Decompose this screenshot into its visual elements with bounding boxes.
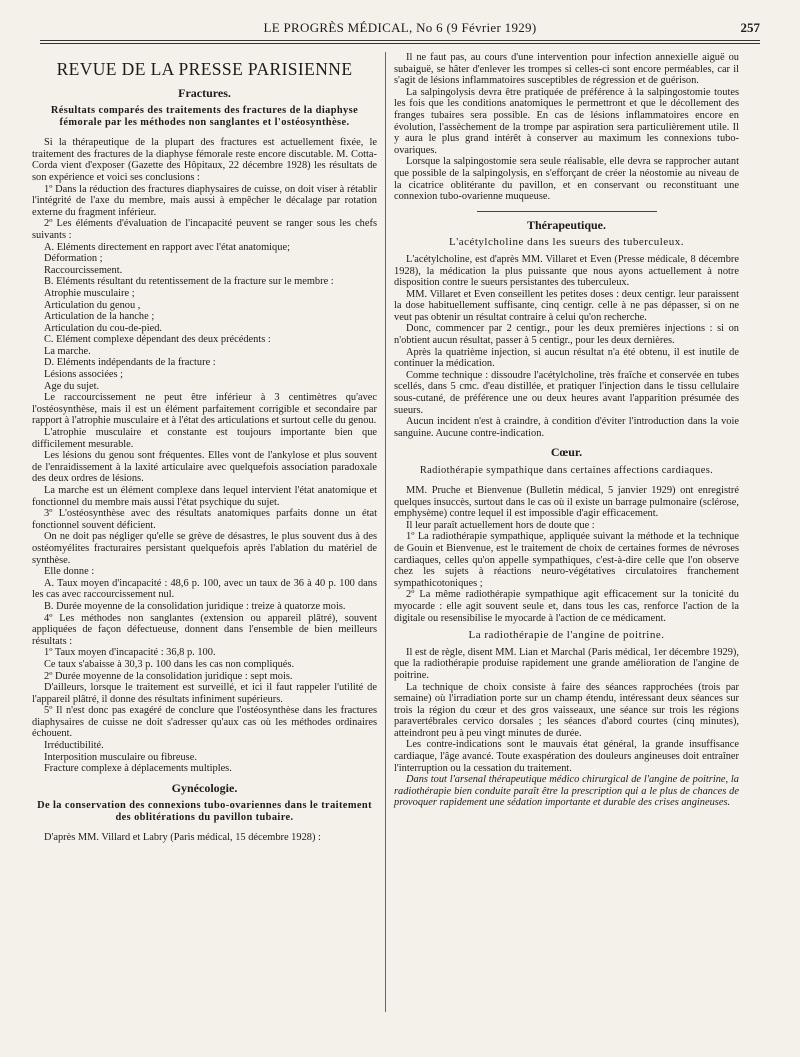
- paragraph: D'après MM. Villard et Labry (Paris médical, 15 décembre 1928) :: [44, 832, 321, 844]
- list-item: Articulation de la hanche ;: [44, 311, 155, 323]
- paragraph: Il ne faut pas, au cours d'une intervention pour infection annexielle aiguë ou subaiguë, se hâter d'enlever les trompes si celles-ci sont encore perméables, car il s'agit de lésions inflammatoires susceptibles de régression et de guérison.: [394, 52, 739, 87]
- paragraph: MM. Pruche et Bienvenue (Bulletin médical, 5 janvier 1929) ont enregistré quelques insuccès, surtout dans le cas où il existe un barrage pulmonaire (sclérose, emphysème) contre lequel il est impossible d'agir efficacement.: [394, 485, 739, 520]
- paragraph: D'ailleurs, lorsque le traitement est surveillé, et ici il faut rappeler l'utilité de l'appareil plâtré, il donne des résultats infiniment supérieurs.: [32, 682, 377, 705]
- column-separator: [385, 52, 386, 1012]
- paragraph: 4º Les méthodes non sanglantes (extension ou appareil plâtré), souvent appliquées de façon défectueuse, donnent dans l'ensemble de bien meilleurs résultats :: [32, 612, 377, 647]
- subheading-gynecologie: De la conservation des connexions tubo-ovariennes dans le traitement des oblitérations du pavillon tubaire.: [37, 800, 372, 824]
- heading-fractures: Fractures.: [178, 85, 231, 100]
- section-title: REVUE DE LA PRESSE PARISIENNE: [56, 59, 353, 79]
- subheading-angine: La radiothérapie de l'angine de poitrine.: [468, 629, 665, 642]
- list-item: Interposition musculaire ou fibreuse.: [44, 751, 197, 763]
- list-item: Déformation ;: [44, 253, 103, 265]
- paragraph: Lorsque la salpingostomie sera seule réalisable, elle devra se rapprocher autant que possible de la salpingolysis, en s'efforçant de créer la néostomie au niveau de la cicatrice oblitérante du pavillon, et en conservant ou reconstituant une connexion tubo-ovarienne muqueuse.: [394, 156, 739, 203]
- list-item: Lésions associées ;: [44, 369, 124, 381]
- paragraph: Le raccourcissement ne peut être inférieur à 3 centimètres qu'avec l'ostéosynthèse, mais il est un élément parfaitement corrigible et secondaire par rapport à l'atrophie musculaire et à l'état des articulations et surtout celle du genou.: [32, 392, 377, 427]
- paragraph: 5º Il n'est donc pas exagéré de conclure que l'ostéosynthèse dans les fractures diaphysaires de cuisse ne doit s'adresser qu'aux cas où les méthodes ordinaires échouent.: [32, 705, 377, 740]
- list-item: D. Eléments indépendants de la fracture :: [44, 357, 216, 369]
- list-item: La marche.: [44, 345, 91, 357]
- heading-coeur: Cœur.: [550, 445, 583, 460]
- paragraph: 2º Les éléments d'évaluation de l'incapacité peuvent se ranger sous les chefs suivants :: [32, 218, 377, 241]
- list-item: Irréductibilité.: [44, 740, 104, 752]
- paragraph: Dans tout l'arsenal thérapeutique médico chirurgical de l'angine de poitrine, la radiothérapie bien conduite paraît être la prescription qui a le plus de chances de provoquer rapidement une sédation importante et durable des crises angineuses.: [394, 774, 739, 809]
- paragraph: Les lésions du genou sont fréquentes. Elles vont de l'ankylose et plus souvent de l'enraidissement à la laxité articulaire avec quelquefois association paradoxale des deux ordres de lésions.: [32, 450, 377, 485]
- paragraph: Il leur paraît actuellement hors de doute que :: [406, 519, 595, 531]
- paragraph: 2º Durée moyenne de la consolidation juridique : sept mois.: [44, 670, 293, 682]
- journal-title: LE PROGRÈS MÉDICAL, No 6 (9 Février 1929): [263, 20, 537, 35]
- list-item: Age du sujet.: [44, 380, 100, 392]
- paragraph: Il est de règle, disent MM. Lian et Marchal (Paris médical, 1er décembre 1929), que la radiothérapie produise rapidement une grande amélioration de l'angine de poitrine.: [394, 646, 739, 681]
- paragraph: Comme technique : dissoudre l'acétylcholine, très fraîche et conservée en tubes scellés, dans 5 cmc. d'eau distillée, et pratiquer l'injection dans le tissu cellulaire sous-cutané, de préférence une ou deux heures avant l'apparition présumée des sueurs.: [394, 369, 739, 416]
- list-item: Raccourcissement.: [44, 264, 123, 276]
- heading-therapeutique: Thérapeutique.: [526, 217, 606, 232]
- paragraph: La technique de choix consiste à faire des séances rapprochées (trois par semaine) où l'irradiation porte sur un champ étendu, intéressant deux séances sur trois la région du cœur et des gros vaisseaux, une séance sur trois les régions paravertébrales cervico dorsales ; les séances d'abord courtes (cinq minutes), atteindront peu à peu vingt minutes de durée.: [394, 681, 739, 739]
- paragraph: La salpingolysis devra être pratiquée de préférence à la salpingostomie toutes les fois que les conditions anatomiques le permettront et que le décollement des franges tubaires sera possible. En cas de lésions inflammatoires encore en évolution, l'assèchement de la trompe par aspiration sera particulièrement utile. Il y aura le plus grand intérêt à conserver au maximum les connexions tubo-ovariques.: [394, 86, 739, 156]
- paragraph: Les contre-indications sont le mauvais état général, la grande insuffisance cardiaque, l'âge avancé. Toute exaspération des douleurs angineuses doit entraîner l'interruption ou la cessation du traitement.: [394, 739, 739, 774]
- subheading-fractures: Résultats comparés des traitements des fractures de la diaphyse fémorale par les méthodes non sanglantes et l'ostéosynthèse.: [50, 105, 359, 129]
- paragraph: Donc, commencer par 2 centigr., pour les deux premières injections : si on n'obtient aucun résultat, passer à 5 centigr., pour les deux dernières.: [394, 323, 739, 347]
- list-item: Articulation du genou ,: [44, 299, 141, 311]
- paragraph: Après la quatrième injection, si aucun résultat n'a été obtenu, il est inutile de continuer la médication.: [394, 346, 739, 370]
- right-column: [394, 52, 739, 809]
- list-item: Fracture complexe à déplacements multiples.: [44, 763, 232, 775]
- page-number: 257: [740, 20, 760, 35]
- paragraph: L'acétylcholine, est d'après MM. Villaret et Even (Presse médicale, 8 décembre 1928), la médication la plus puissante que nous ayons actuellement à notre disposition contre le sueurs persistantes des tuberculeux.: [394, 253, 739, 289]
- paragraph: 3º L'ostéosynthèse avec des résultats anatomiques parfaits donne un état fonctionnel souvent déficient.: [32, 508, 377, 531]
- header-rule-2: [40, 43, 760, 44]
- paragraph: Si la thérapeutique de la plupart des fractures est actuellement fixée, le traitement des fractures de la diaphyse fémorale reste encore discutable. M. Cotta-Corda vient d'exposer (Gazette des Hôpitaux, 22 décembre 1928) les résultats de son expérience et voici ses conclusions :: [32, 137, 377, 183]
- paragraph: 1º Dans la réduction des fractures diaphysaires de cuisse, on doit viser à rétablir l'intégrité de l'axe du membre, mais aussi à empêcher le décalage par rotation externe du fragment inférieur.: [32, 183, 377, 218]
- list-item: C. Elément complexe dépendant des deux précédents :: [44, 334, 271, 346]
- heading-gynecologie: Gynécologie.: [171, 780, 238, 795]
- header-rule: [40, 40, 760, 41]
- paragraph: Aucun incident n'est à craindre, à condition d'éviter l'introduction dans la voie sanguine. Aucune contre-indication.: [394, 416, 739, 439]
- paragraph: 1º La radiothérapie sympathique, appliquée suivant la méthode et la technique de Gouin et Bienvenue, est le traitement de choix de certaines formes de névroses cardiaques, celles qu'on appelle sympathiques, c'est-à-dire celle que l'on observe chez les sujets à réactions neuro-végétatives circulatoires franchement sympathicotoniques ;: [394, 531, 739, 589]
- running-header: [40, 20, 760, 38]
- section-rule: [477, 211, 657, 212]
- list-item: Atrophie musculaire ;: [44, 287, 135, 299]
- paragraph: L'atrophie musculaire et constante est toujours importante bien que difficilement mesurable.: [32, 427, 377, 450]
- left-column: [32, 52, 377, 844]
- paragraph: Ce taux s'abaisse à 30,3 p. 100 dans les cas non compliqués.: [44, 658, 295, 670]
- subheading-radiotherapie: Radiothérapie sympathique dans certaines affections cardiaques.: [419, 465, 714, 476]
- paragraph: Elle donne :: [44, 566, 95, 578]
- paragraph: A. Taux moyen d'incapacité : 48,6 p. 100, avec un taux de 36 à 40 p. 100 dans les cas avec raccourcissement nul.: [32, 577, 377, 601]
- paragraph: On ne doit pas négliger qu'elle se grève de désastres, le plus souvent dus à des ostéomyélites fracturaires persistant quelquefois après l'ablation du matériel de synthèse.: [32, 531, 377, 566]
- list-item: B. Eléments résultant du retentissement de la fracture sur le membre :: [44, 276, 334, 288]
- paragraph: B. Durée moyenne de la consolidation juridique : treize à quatorze mois.: [44, 600, 346, 612]
- paragraph: MM. Villaret et Even conseillent les petites doses : deux centigr. leur paraissent la dose habituellement suffisante, cinq centigr. celle à ne pas dépasser, si on ne veut pas obtenir un résultat contraire à celui qu'on recherche.: [394, 288, 739, 323]
- paragraph: 1º Taux moyen d'incapacité : 36,8 p. 100.: [44, 647, 216, 659]
- paragraph: 2º La même radiothérapie sympathique agit efficacement sur la tonicité du myocarde : elle agit souvent seule et, dans tous les cas, renforce l'action de la digitale ou resensibilise le myocarde à l'action de ce médicament.: [394, 589, 739, 624]
- list-item: A. Eléments directement en rapport avec l'état anatomique;: [44, 241, 290, 253]
- subheading-acetylcholine: L'acétylcholine dans les sueurs des tuberculeux.: [449, 236, 684, 249]
- paragraph: La marche est un élément complexe dans lequel intervient l'état anatomique et fonctionnel du membre mais aussi l'état psychique du sujet.: [32, 485, 377, 508]
- list-item: Articulation du cou-de-pied.: [44, 322, 163, 334]
